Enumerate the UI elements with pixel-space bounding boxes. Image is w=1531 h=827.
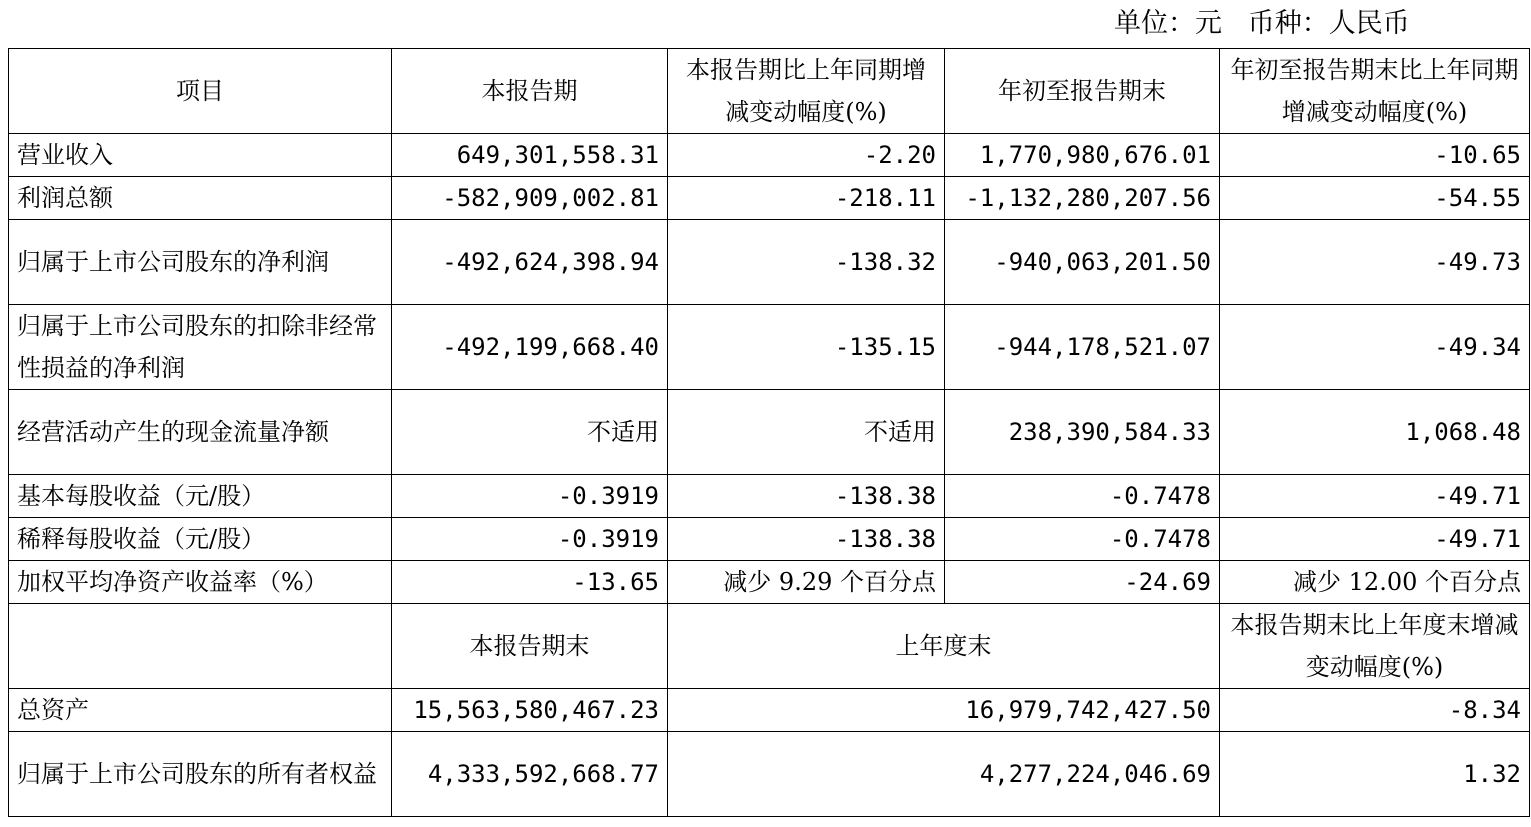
header-item: 项目 (9, 49, 392, 134)
unit-currency-line: 单位：元 币种：人民币 (1114, 8, 1410, 39)
row-current: -582,909,002.81 (392, 177, 668, 220)
row-item: 利润总额 (9, 177, 392, 220)
row-current-yoy: 不适用 (668, 390, 945, 475)
subheader-change: 本报告期末比上年度末增减变动幅度(%) (1220, 604, 1530, 689)
row-ytd-yoy: -49.34 (1220, 305, 1530, 390)
row-item: 稀释每股收益（元/股） (9, 518, 392, 561)
row-ytd: -1,132,280,207.56 (945, 177, 1220, 220)
table-subheader-row (9, 604, 1530, 689)
row-ytd: -24.69 (945, 561, 1220, 604)
row-change: -8.34 (1220, 689, 1530, 732)
row-prior-year-end: 16,979,742,427.50 (668, 689, 1220, 732)
row-current-yoy: -135.15 (668, 305, 945, 390)
row-ytd-yoy: -49.71 (1220, 518, 1530, 561)
table-row (9, 390, 1530, 475)
table-row (9, 220, 1530, 305)
row-ytd: 1,770,980,676.01 (945, 134, 1220, 177)
row-current-yoy: -138.32 (668, 220, 945, 305)
table-row (9, 177, 1530, 220)
row-current-yoy: -138.38 (668, 518, 945, 561)
row-ytd-yoy: -54.55 (1220, 177, 1530, 220)
row-current-yoy: -138.38 (668, 475, 945, 518)
subheader-item (9, 604, 392, 689)
row-current: -492,624,398.94 (392, 220, 668, 305)
row-ytd: 238,390,584.33 (945, 390, 1220, 475)
row-ytd: -0.7478 (945, 518, 1220, 561)
subheader-prior-year-end: 上年度末 (668, 604, 1220, 689)
table-row (9, 475, 1530, 518)
table-row (9, 732, 1530, 817)
row-item: 归属于上市公司股东的净利润 (9, 220, 392, 305)
row-ytd-yoy: -49.71 (1220, 475, 1530, 518)
row-item: 总资产 (9, 689, 392, 732)
subheader-period-end: 本报告期末 (392, 604, 668, 689)
row-item: 营业收入 (9, 134, 392, 177)
row-item: 归属于上市公司股东的扣除非经常性损益的净利润 (9, 305, 392, 390)
row-ytd-yoy: 减少 12.00 个百分点 (1220, 561, 1530, 604)
row-ytd: -0.7478 (945, 475, 1220, 518)
table-row (9, 134, 1530, 177)
table-row (9, 518, 1530, 561)
row-ytd: -940,063,201.50 (945, 220, 1220, 305)
row-item: 经营活动产生的现金流量净额 (9, 390, 392, 475)
table-row (9, 689, 1530, 732)
row-period-end: 4,333,592,668.77 (392, 732, 668, 817)
table-header-row (9, 49, 1530, 134)
header-ytd: 年初至报告期末 (945, 49, 1220, 134)
row-current: 不适用 (392, 390, 668, 475)
row-item: 归属于上市公司股东的所有者权益 (9, 732, 392, 817)
row-current: -492,199,668.40 (392, 305, 668, 390)
row-current: -0.3919 (392, 475, 668, 518)
row-current: 649,301,558.31 (392, 134, 668, 177)
row-current: -0.3919 (392, 518, 668, 561)
row-prior-year-end: 4,277,224,046.69 (668, 732, 1220, 817)
header-current-yoy: 本报告期比上年同期增减变动幅度(%) (668, 49, 945, 134)
row-period-end: 15,563,580,467.23 (392, 689, 668, 732)
row-change: 1.32 (1220, 732, 1530, 817)
header-current-period: 本报告期 (392, 49, 668, 134)
table-row (9, 305, 1530, 390)
row-ytd-yoy: -49.73 (1220, 220, 1530, 305)
row-item: 基本每股收益（元/股） (9, 475, 392, 518)
row-current-yoy: -218.11 (668, 177, 945, 220)
row-current-yoy: -2.20 (668, 134, 945, 177)
header-ytd-yoy: 年初至报告期末比上年同期增减变动幅度(%) (1220, 49, 1530, 134)
row-ytd-yoy: -10.65 (1220, 134, 1530, 177)
row-ytd: -944,178,521.07 (945, 305, 1220, 390)
row-current-yoy: 减少 9.29 个百分点 (668, 561, 945, 604)
row-item: 加权平均净资产收益率（%） (9, 561, 392, 604)
financial-summary-table (8, 48, 1530, 817)
row-current: -13.65 (392, 561, 668, 604)
row-ytd-yoy: 1,068.48 (1220, 390, 1530, 475)
table-row (9, 561, 1530, 604)
